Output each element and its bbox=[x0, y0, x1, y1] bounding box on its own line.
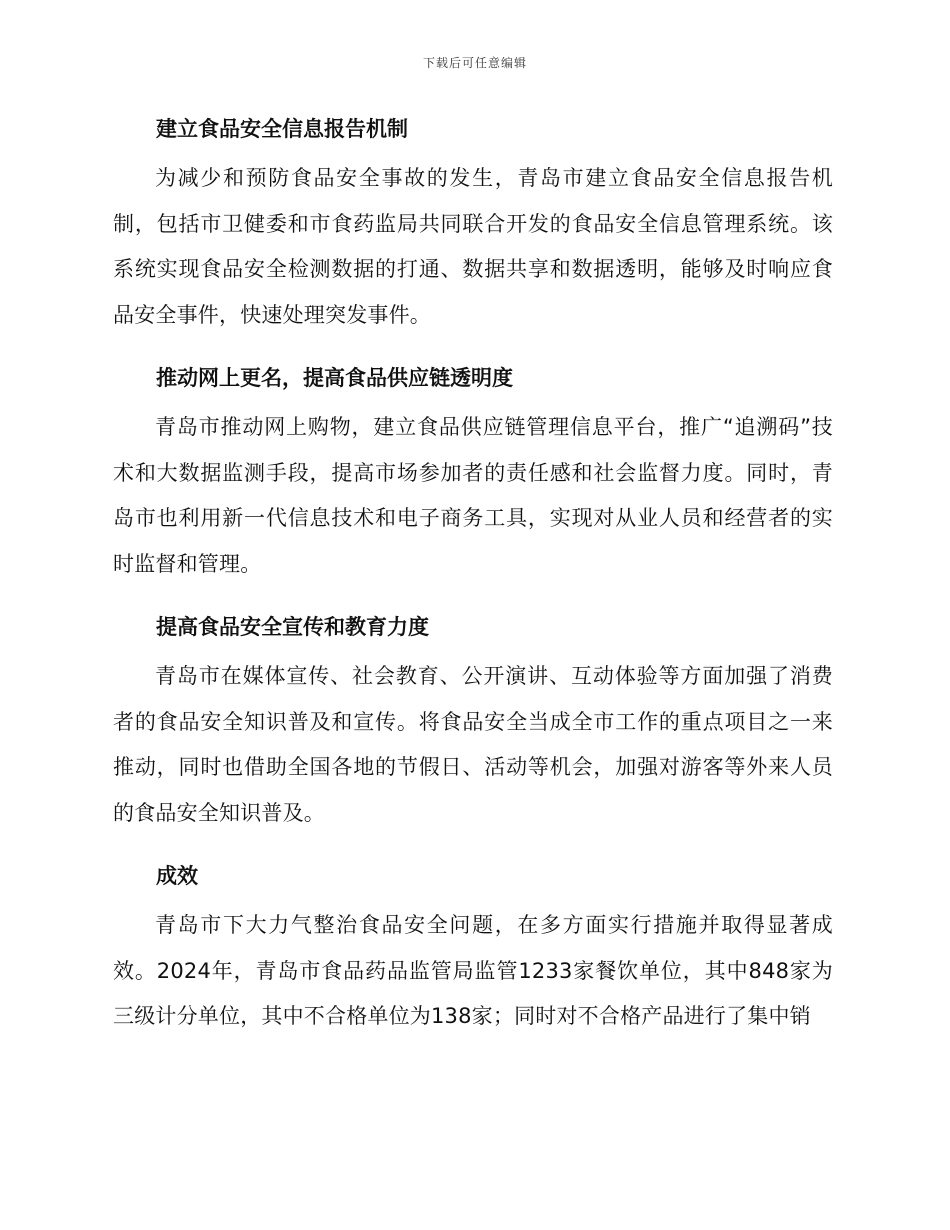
section-info-reporting bbox=[113, 114, 833, 338]
section-heading: 成效 bbox=[156, 864, 198, 888]
section-education bbox=[113, 612, 833, 836]
page-header-note: 下载后可任意编辑 bbox=[422, 56, 527, 70]
section-paragraph: 青岛市下大力气整治食品安全问题，在多方面实行措施并取得显著成效。2024年，青岛市食品药品监管局监管1233家餐饮单位，其中848家为三级计分单位，其中不合格单位为138家；同时对不合格产品进行了集中销 bbox=[113, 913, 833, 1028]
section-paragraph: 青岛市推动网上购物，建立食品供应链管理信息平台，推广“追溯码”技术和大数据监测手段，提高市场参加者的责任感和社会监督力度。同时，青岛市也利用新一代信息技术和电子商务工具，实现对从业人员和经营者的实时监督和管理。 bbox=[113, 415, 833, 576]
section-heading: 推动网上更名，提高食品供应链透明度 bbox=[156, 366, 513, 390]
section-heading: 建立食品安全信息报告机制 bbox=[156, 117, 408, 141]
section-paragraph: 青岛市在媒体宣传、社会教育、公开演讲、互动体验等方面加强了消费者的食品安全知识普及和宣传。将食品安全当成全市工作的重点项目之一来推动，同时也借助全国各地的节假日、活动等机会，加强对游客等外来人员的食品安全知识普及。 bbox=[113, 664, 833, 825]
section-paragraph: 为减少和预防食品安全事故的发生，青岛市建立食品安全信息报告机制，包括市卫健委和市食药监局共同联合开发的食品安全信息管理系统。该系统实现食品安全检测数据的打通、数据共享和数据透明，能够及时响应食品安全事件，快速处理突发事件。 bbox=[113, 166, 833, 327]
section-heading: 提高食品安全宣传和教育力度 bbox=[156, 615, 429, 639]
section-supply-chain bbox=[113, 363, 833, 587]
section-results bbox=[113, 861, 833, 1040]
